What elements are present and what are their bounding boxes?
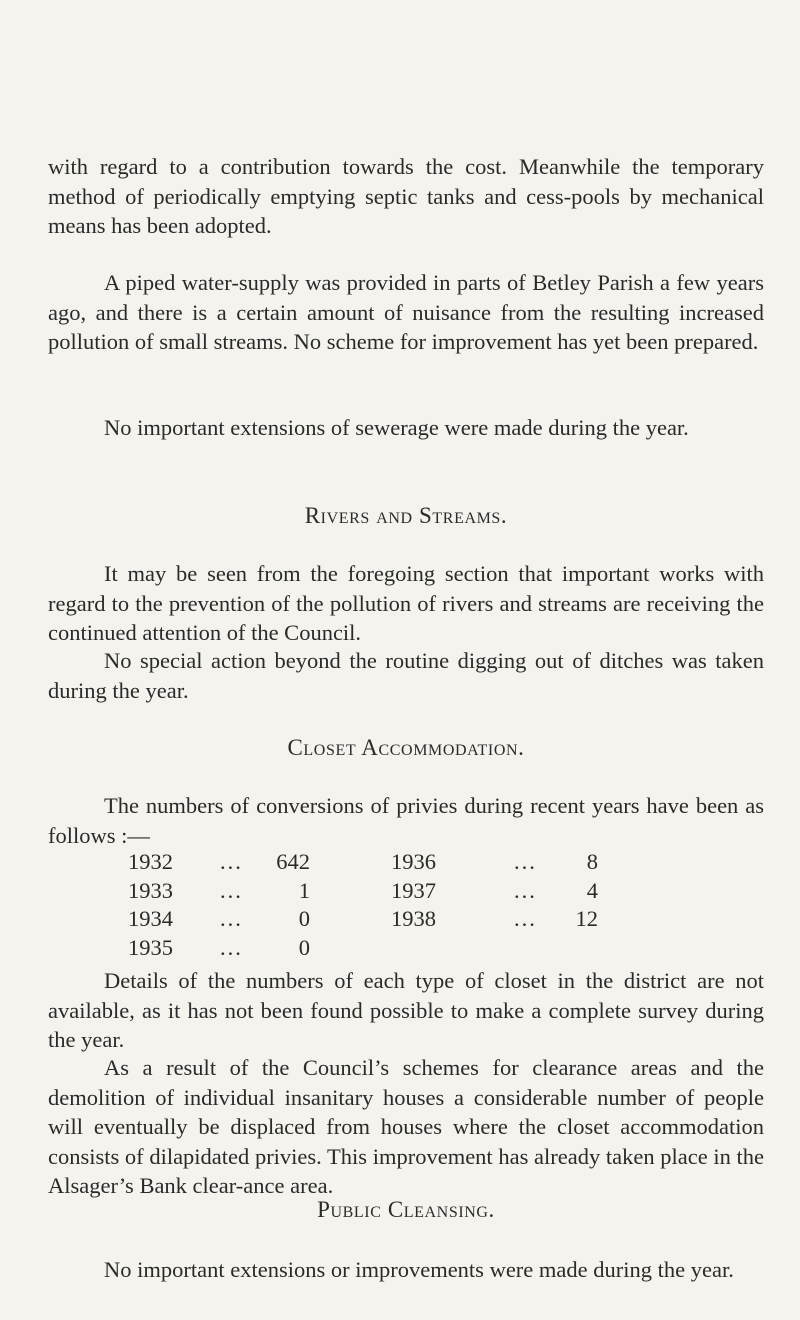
paragraph-text: It may be seen from the foregoing section that important works with regard to the prevention of the pollution of rivers and streams are receiving the continued attention of the Council. — [48, 561, 764, 645]
paragraph-details — [48, 966, 764, 1055]
paragraph-text: A piped water-supply was provided in parts of Betley Parish a few years ago, and there is a certain amount of nuisance from the resulting increased pollution of small streams. No scheme for improvement has yet been prepared. — [48, 270, 764, 354]
heading-closet-accommodation: Closet Accommodation. — [287, 735, 525, 760]
paragraph-text: with regard to a contribution towards the cost. Meanwhile the temporary method of periodically emptying septic tanks and cess-pools by mechanical means has been adopted. — [48, 154, 764, 238]
value-cell: 642 — [276, 849, 310, 874]
paragraph-sewerage — [48, 413, 764, 443]
paragraph-conversions — [48, 791, 764, 850]
paragraph-rivers — [48, 559, 764, 648]
paragraph-text: As a result of the Council’s schemes for clearance areas and the demolition of individual insanitary houses a considerable number of people will eventually be displaced from houses where the closet accommodation consists of dilapidated privies. This improvement has already taken place in the Alsager’s Bank clear-ance area. — [48, 1055, 764, 1198]
table-row — [128, 905, 668, 934]
paragraph-ditches — [48, 646, 764, 705]
leader-dots: ... — [514, 906, 537, 931]
paragraph-text: Details of the numbers of each type of closet in the district are not available, as it has not been found possible to make a complete survey during the year. — [48, 968, 764, 1052]
value-cell: 1 — [298, 877, 310, 903]
leader-dots: ... — [220, 877, 243, 903]
leader-dots: ... — [514, 849, 537, 874]
heading-rivers-and-streams: Rivers and Streams. — [304, 503, 508, 528]
section-public-cleansing — [48, 1195, 764, 1225]
leader-dots: ... — [220, 849, 243, 874]
table-row — [128, 848, 668, 877]
leader-dots: ... — [220, 934, 243, 960]
heading-public-cleansing: Public Cleansing. — [317, 1197, 495, 1222]
year-cell: 1938 — [391, 906, 436, 931]
value-cell: 0 — [298, 906, 310, 931]
year-cell: 1937 — [391, 877, 436, 903]
value-cell: 0 — [298, 934, 310, 960]
conversions-table — [128, 848, 668, 962]
paragraph-water-supply — [48, 268, 764, 357]
table-row — [128, 877, 668, 906]
leader-dots: ... — [514, 877, 537, 903]
paragraph-text: No important extensions of sewerage were made during the year. — [104, 415, 689, 440]
paragraph-cleansing — [48, 1255, 764, 1285]
table-row — [128, 934, 668, 963]
paragraph-text: No important extensions or improvements were made during the year. — [104, 1257, 734, 1282]
year-cell: 1932 — [128, 849, 173, 874]
section-rivers-and-streams — [48, 501, 764, 531]
value-cell: 12 — [575, 906, 598, 931]
year-cell: 1936 — [391, 849, 436, 874]
paragraph-text: The numbers of conversions of privies during recent years have been as follows :— — [48, 793, 764, 848]
paragraph-text: No special action beyond the routine digging out of ditches was taken during the year. — [48, 648, 764, 703]
section-closet-accommodation — [48, 733, 764, 763]
year-cell: 1934 — [128, 906, 173, 931]
paragraph-clearance — [48, 1053, 764, 1201]
year-cell: 1935 — [128, 934, 173, 960]
value-cell: 8 — [586, 849, 598, 874]
value-cell: 4 — [586, 877, 598, 903]
leader-dots: ... — [220, 906, 243, 931]
paragraph-contribution — [48, 152, 764, 241]
year-cell: 1933 — [128, 877, 173, 903]
